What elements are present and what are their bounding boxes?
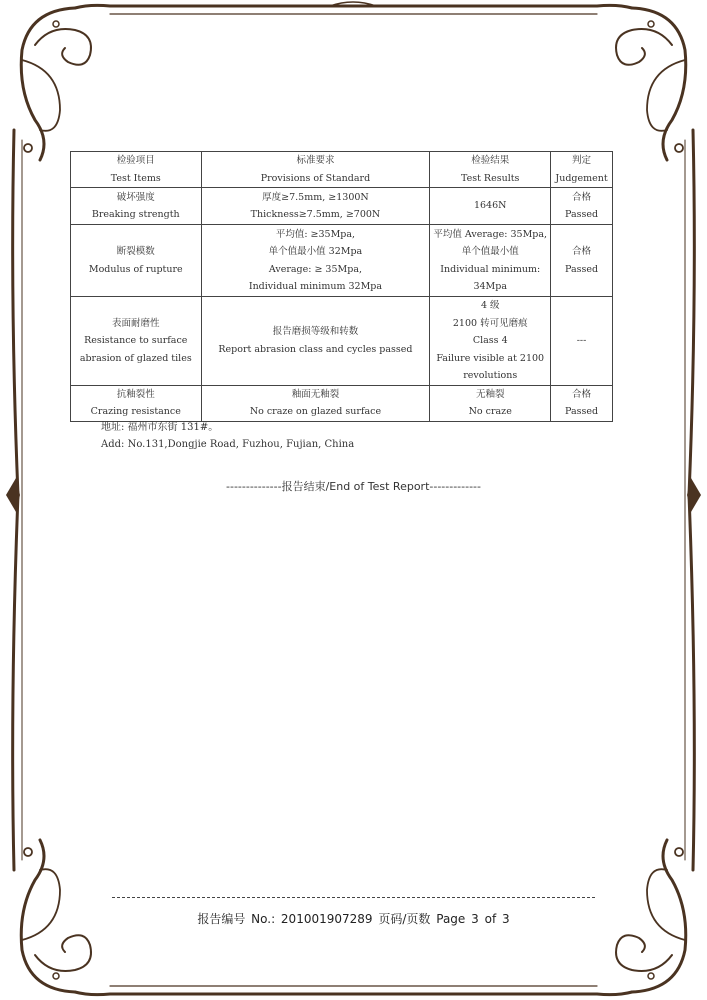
test-results-table — [70, 151, 613, 422]
cell-judgement: 合格 Passed — [551, 385, 613, 421]
cell-result: 1646N — [430, 188, 551, 225]
header-judgement: 判定 Judgement — [551, 152, 613, 188]
cell-standard: 釉面无釉裂 No craze on glazed surface — [201, 385, 430, 421]
cell-judgement: 合格 Passed — [551, 225, 613, 297]
footer-divider — [112, 897, 595, 898]
page-total: 3 — [502, 912, 510, 926]
cell-item: 表面耐磨性 Resistance to surface abrasion of glazed tiles — [71, 297, 202, 386]
table-header-row — [71, 152, 613, 188]
cell-judgement: --- — [551, 297, 613, 386]
cell-item: 断裂模数 Modulus of rupture — [71, 225, 202, 297]
end-of-report-line: --------------报告结束/End of Test Report------------- — [226, 480, 481, 493]
table-row — [71, 188, 613, 225]
cell-standard: 报告磨损等级和转数 Report abrasion class and cycles passed — [201, 297, 430, 386]
page-current: 3 — [471, 912, 479, 926]
cell-standard: 平均值: ≥35Mpa, 单个值最小值 32Mpa Average: ≥ 35Mpa, Individual minimum 32Mpa — [201, 225, 430, 297]
cell-result: 4 级 2100 转可见磨痕 Class 4 Failure visible at 2100 revolutions — [430, 297, 551, 386]
cell-standard: 厚度≥7.5mm, ≥1300N Thickness≥7.5mm, ≥700N — [201, 188, 430, 225]
of-word: of — [484, 912, 497, 926]
header-test-items: 检验项目 Test Items — [71, 152, 202, 188]
table-row — [71, 297, 613, 386]
cell-item: 抗釉裂性 Crazing resistance — [71, 385, 202, 421]
page-label: 页码/页数 — [378, 912, 431, 926]
page-footer — [0, 910, 707, 927]
cell-result: 平均值 Average: 35Mpa, 单个值最小值 Individual minimum: 34Mpa — [430, 225, 551, 297]
header-provisions: 标准要求 Provisions of Standard — [201, 152, 430, 188]
header-results: 检验结果 Test Results — [430, 152, 551, 188]
cell-result: 无釉裂 No craze — [430, 385, 551, 421]
address-chinese: 地址: 福州市东街 131#。 — [101, 422, 219, 433]
address-english: Add: No.131,Dongjie Road, Fuzhou, Fujian, China — [101, 439, 355, 450]
cell-judgement: 合格 Passed — [551, 188, 613, 225]
page-word: Page — [436, 912, 466, 926]
report-number: 报告编号 No.: 201001907289 — [197, 912, 373, 926]
cell-item: 破坏强度 Breaking strength — [71, 188, 202, 225]
table-row — [71, 225, 613, 297]
table-row — [71, 385, 613, 421]
